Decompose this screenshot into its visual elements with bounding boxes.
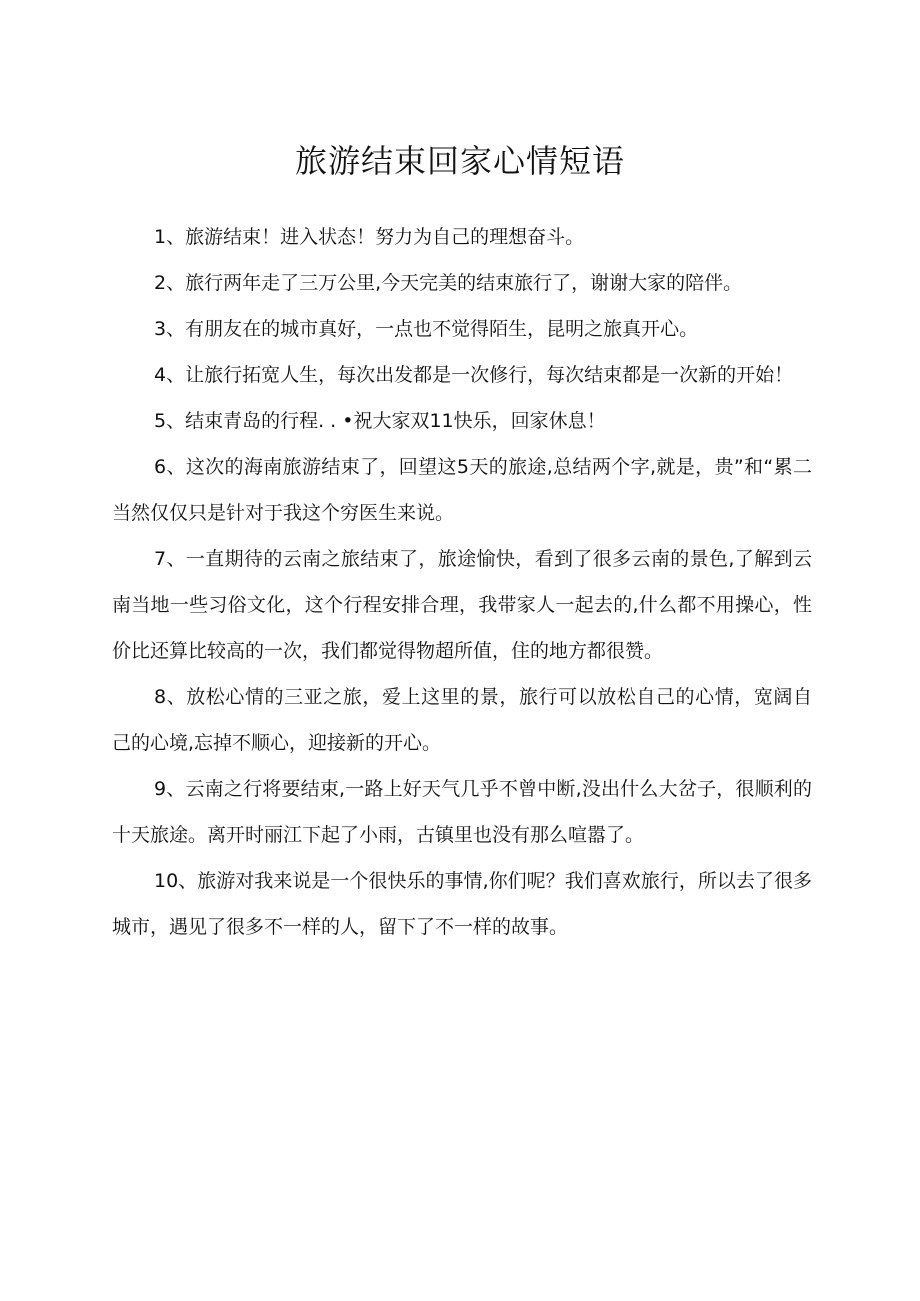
paragraph-2: 2、旅行两年走了三万公里,今天完美的结束旅行了，谢谢大家的陪伴。 bbox=[154, 272, 743, 294]
paragraph-9: 9、云南之行将要结束,一路上好天气几乎不曾中断,没出什么大岔子，很顺利的十天旅途。离开时丽江下起了小雨，古镇里也没有那么喧嚣了。 bbox=[112, 778, 812, 846]
paragraph-4: 4、让旅行拓宽人生，每次出发都是一次修行，每次结束都是一次新的开始！ bbox=[154, 364, 794, 386]
paragraph-7: 7、一直期待的云南之旅结束了，旅途愉快，看到了很多云南的景色,了解到云南当地一些习俗文化，这个行程安排合理，我带家人一起去的,什么都不用操心，性价比还算比较高的一次，我们都觉得物超所值，住的地方都很赞。 bbox=[112, 548, 812, 662]
document-body bbox=[112, 214, 812, 950]
paragraph-10: 10、旅游对我来说是一个很快乐的事情,你们呢？我们喜欢旅行，所以去了很多城市，遇见了很多不一样的人，留下了不一样的故事。 bbox=[112, 870, 812, 938]
paragraph-1: 1、旅游结束！进入状态！努力为自己的理想奋斗。 bbox=[154, 226, 585, 248]
paragraph-3: 3、有朋友在的城市真好，一点也不觉得陌生，昆明之旅真开心。 bbox=[154, 318, 699, 340]
paragraph-8: 8、放松心情的三亚之旅，爱上这里的景，旅行可以放松自己的心情，宽阔自己的心境,忘掉不顺心，迎接新的开心。 bbox=[112, 686, 812, 754]
page-title: 旅游结束回家心情短语 bbox=[294, 142, 625, 181]
paragraph-5: 5、结束青岛的行程. . •祝大家双11快乐，回家休息！ bbox=[154, 410, 606, 432]
paragraph-6: 6、这次的海南旅游结束了，回望这5天的旅途,总结两个字,就是，贵”和“累二当然仅仅只是针对于我这个穷医生来说。 bbox=[112, 456, 812, 524]
